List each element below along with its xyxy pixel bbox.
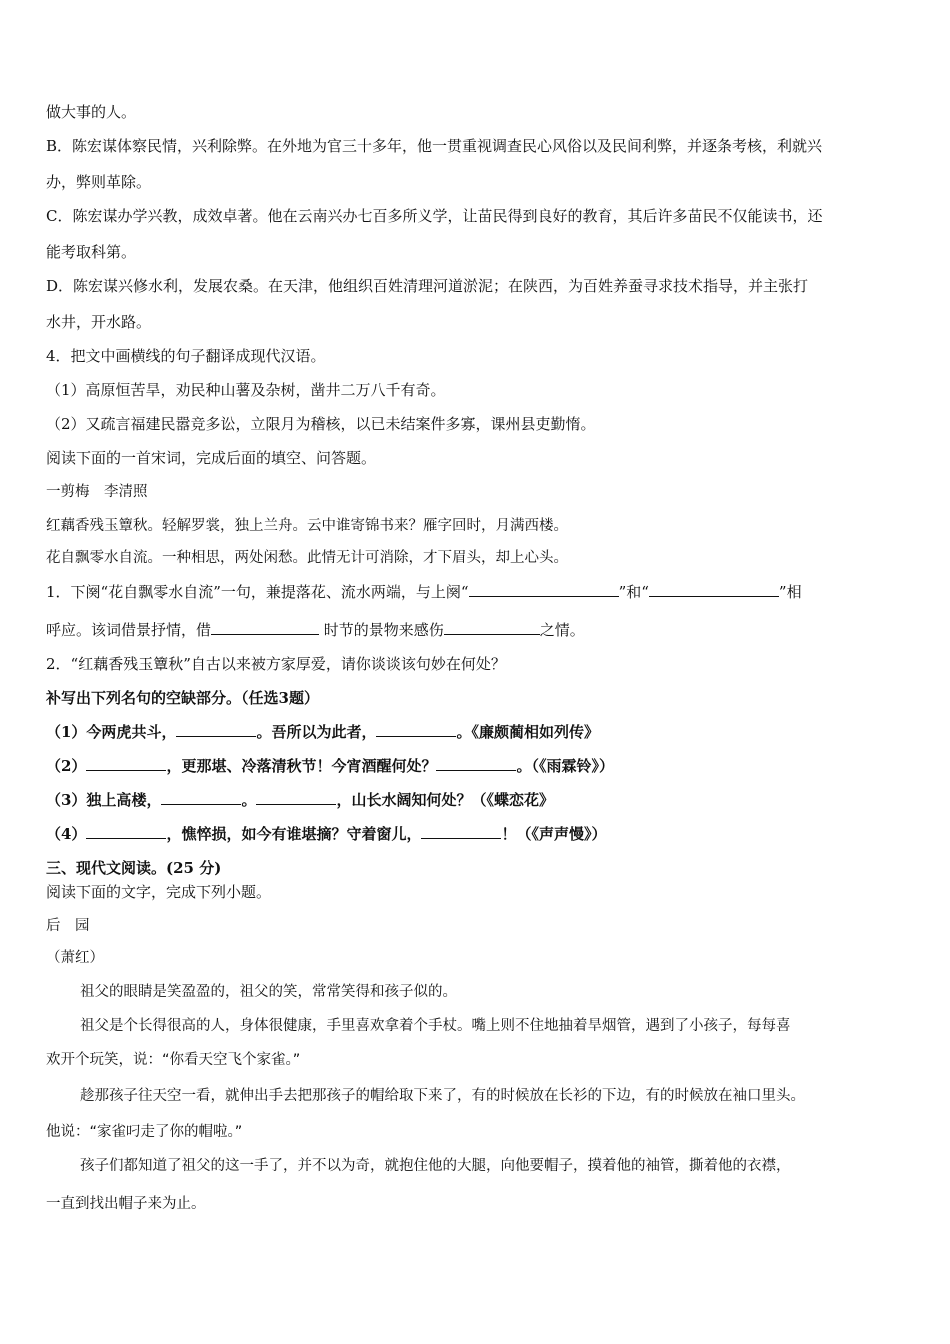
option-d-line1: D．陈宏谋兴修水利，发展农桑。在天津，他组织百姓清理河道淤泥；在陕西，为百姓养蚕寻求技术指导，并主张打 xyxy=(46,277,809,295)
modern-intro: 阅读下面的文字，完成下列小题。 xyxy=(46,883,272,901)
fill-item-3 xyxy=(46,790,554,810)
article-author: （萧红） xyxy=(46,950,104,966)
option-c-line1: C．陈宏谋办学兴教，成效卓著。他在云南兴办七百多所义学，让苗民得到良好的教育，其后许多苗民不仅能读书，还 xyxy=(46,207,823,225)
paragraph-2-line1: 祖父是个长得很高的人，身体很健康，手里喜欢拿着个手杖。嘴上则不住地抽着旱烟管，遇到了小孩子，每每喜 xyxy=(80,1018,791,1034)
poem-title: 一剪梅 李清照 xyxy=(46,484,148,500)
answer-blank[interactable] xyxy=(211,620,319,635)
poem-question-1-line1 xyxy=(46,582,802,602)
paragraph-2-line2: 欢开个玩笑，说：“你看天空飞个家雀。” xyxy=(46,1052,301,1068)
fill-3-b: 。 xyxy=(241,791,257,809)
answer-blank[interactable] xyxy=(649,582,779,597)
answer-blank[interactable] xyxy=(376,722,456,737)
paragraph-4-line1: 孩子们都知道了祖父的这一手了，并不以为奇，就抱住他的大腿，向他要帽子，摸着他的袖管，撕着他的衣襟， xyxy=(80,1158,791,1174)
article-title: 后 园 xyxy=(46,918,90,934)
poem-intro: 阅读下面的一首宋词，完成后面的填空、问答题。 xyxy=(46,449,377,467)
q1-text-f: 之情。 xyxy=(539,621,585,639)
fill-1-c: 。《廉颇蔺相如列传》 xyxy=(456,723,599,741)
answer-blank[interactable] xyxy=(86,756,166,771)
section-heading: 三、现代文阅读。(25 分) xyxy=(46,859,222,877)
q1-text-d: 呼应。该词借景抒情，借 xyxy=(46,621,212,639)
poem-question-2: 2．“红藕香残玉簟秋”自古以来被方家厚爱，请你谈谈该句妙在何处？ xyxy=(46,655,506,673)
paragraph-4-line2: 一直到找出帽子来为止。 xyxy=(46,1196,206,1212)
poem-question-1-line2 xyxy=(46,620,585,640)
answer-blank[interactable] xyxy=(436,756,516,771)
fill-3-a: （3）独上高楼， xyxy=(46,791,162,809)
paragraph-3-line1: 趁那孩子往天空一看，就伸出手去把那孩子的帽给取下来了，有的时候放在长衫的下边，有的时候放在袖口里头。 xyxy=(80,1088,805,1104)
q1-text-e: 时节的景物来感伤 xyxy=(319,621,444,639)
fill-section-title: 补写出下列名句的空缺部分。（任选3题） xyxy=(46,689,319,707)
option-b-line1: B．陈宏谋体察民情，兴利除弊。在外地为官三十多年，他一贯重视调查民心风俗以及民间利弊，并逐条考核，利就兴 xyxy=(46,137,823,155)
fill-4-a: （4） xyxy=(46,825,87,843)
answer-blank[interactable] xyxy=(421,824,501,839)
fill-1-a: （1）今两虎共斗， xyxy=(46,723,177,741)
answer-blank[interactable] xyxy=(86,824,166,839)
fill-item-4 xyxy=(46,824,606,844)
q1-text-b: ”和“ xyxy=(618,583,649,601)
paragraph-3-line2: 他说：“家雀叼走了你的帽啦。” xyxy=(46,1124,243,1140)
option-d-line2: 水井，开水路。 xyxy=(46,313,152,331)
fill-2-b: ，更那堪、冷落清秋节！今宵酒醒何处？ xyxy=(166,757,437,775)
answer-blank[interactable] xyxy=(256,790,336,805)
answer-blank[interactable] xyxy=(176,722,256,737)
question-4-stem: 4．把文中画横线的句子翻译成现代汉语。 xyxy=(46,347,326,365)
q1-text-c: ”相 xyxy=(778,583,802,601)
option-b-line2: 办，弊则革除。 xyxy=(46,173,152,191)
poem-line-2: 花自飘零水自流。一种相思，两处闲愁。此情无计可消除，才下眉头，却上心头。 xyxy=(46,550,568,566)
question-4-sentence-1: （1）高原恒苦旱，劝民种山薯及杂树，凿井二万八千有奇。 xyxy=(46,381,446,399)
fill-4-b: ，憔悴损，如今有谁堪摘？守着窗儿， xyxy=(166,825,422,843)
answer-blank[interactable] xyxy=(469,582,619,597)
fill-2-a: （2） xyxy=(46,757,87,775)
option-c-line2: 能考取科第。 xyxy=(46,243,137,261)
fill-item-1 xyxy=(46,722,599,742)
answer-blank[interactable] xyxy=(161,790,241,805)
fill-2-c: 。（《雨霖铃》） xyxy=(516,757,614,775)
answer-blank[interactable] xyxy=(444,620,540,635)
poem-line-1: 红藕香残玉簟秋。轻解罗裳，独上兰舟。云中谁寄锦书来？雁字回时，月满西楼。 xyxy=(46,518,568,534)
option-a-tail: 做大事的人。 xyxy=(46,103,137,121)
fill-item-2 xyxy=(46,756,614,776)
fill-4-c: ！（《声声慢》） xyxy=(501,825,607,843)
q1-text-a: 1．下阕“花自飘零水自流”一句，兼提落花、流水两端，与上阕“ xyxy=(46,583,469,601)
paragraph-1: 祖父的眼睛是笑盈盈的，祖父的笑，常常笑得和孩子似的。 xyxy=(80,984,457,1000)
fill-3-c: ，山长水阔知何处？（《蝶恋花》 xyxy=(336,791,554,809)
fill-1-b: 。吾所以为此者， xyxy=(256,723,377,741)
question-4-sentence-2: （2）又疏言福建民嚣竞多讼，立限月为稽核，以已未结案件多寡，课州县吏勤惰。 xyxy=(46,415,596,433)
